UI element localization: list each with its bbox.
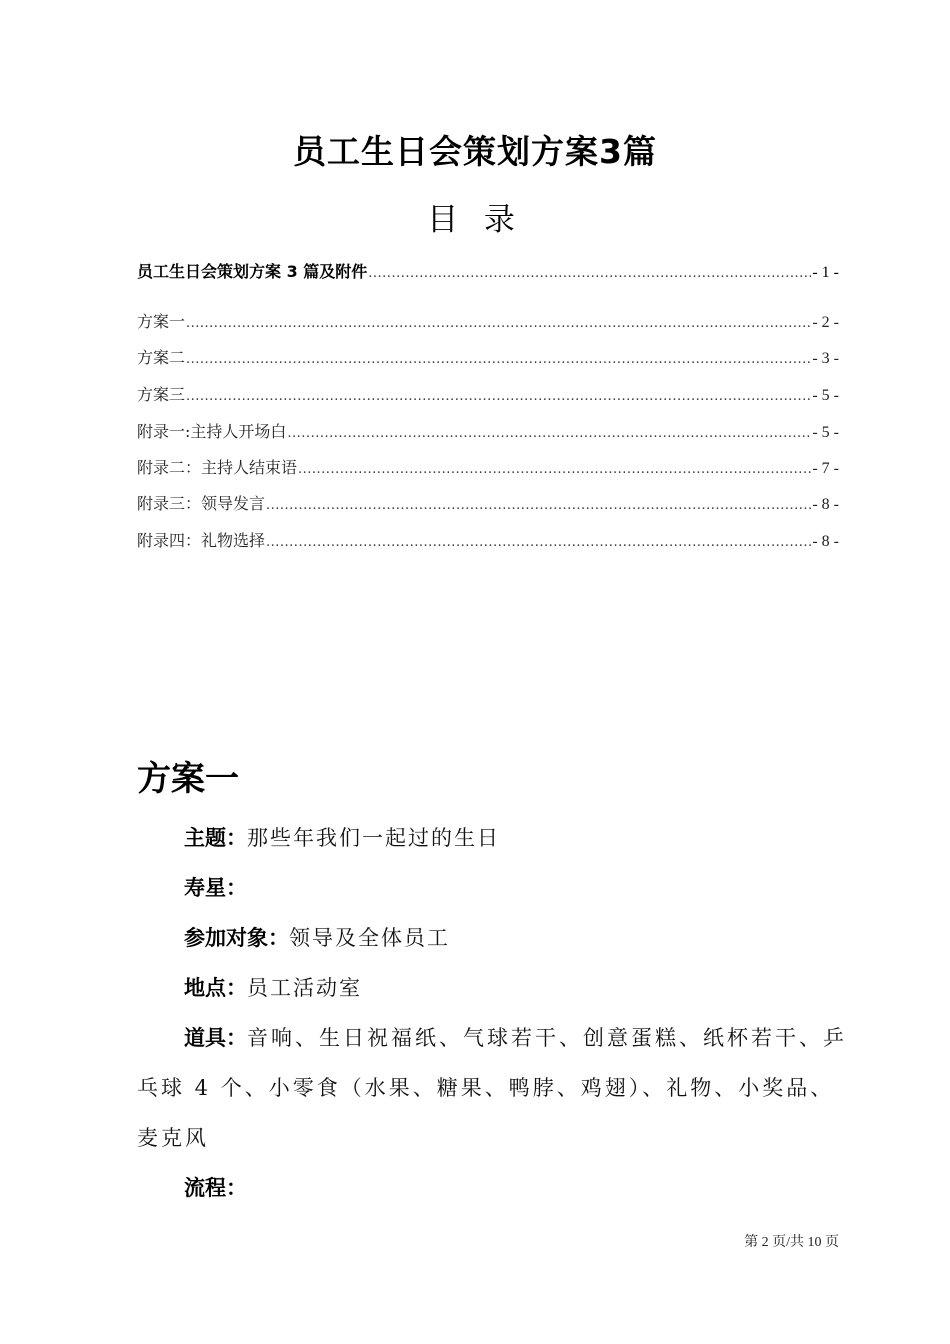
field-value: 那些年我们一起过的生日 [247,826,500,850]
toc-entry[interactable] [137,347,839,371]
toc-entry[interactable] [137,311,839,335]
toc-entry[interactable] [137,530,839,554]
field-key: 主题： [184,826,247,850]
toc-leader-dots [266,532,811,554]
toc-leader-dots [186,386,811,408]
toc-entry-page: - 5 - [812,387,839,404]
toc-entry-label: 方案三 [137,385,186,404]
toc-entry-page: - 7 - [812,460,839,477]
toc-leader-dots [298,459,811,481]
field-key: 地点： [184,976,247,1000]
toc-entry[interactable] [137,384,839,408]
toc-entry[interactable] [137,457,839,481]
toc-entry-page: - 3 - [812,350,839,367]
field-props [137,1013,857,1163]
field-value: 员工活动室 [247,976,362,1000]
toc-heading: 目 录 [427,202,523,238]
toc-entry-label: 员工生日会策划方案 3 篇及附件 [137,262,368,281]
field-value: 领导及全体员工 [289,926,450,950]
toc-entry-page: - 2 - [812,314,839,331]
field-key: 参加对象： [184,926,289,950]
toc-entry-label: 附录二：主持人结束语 [137,458,298,477]
toc-entry-page: - 8 - [812,496,839,513]
toc-entry-page: - 5 - [812,424,839,441]
field-key: 流程： [184,1176,247,1200]
toc-entry-page: - 1 - [812,264,839,281]
document-title: 员工生日会策划方案3篇 [293,132,657,171]
toc-entry[interactable] [137,493,839,517]
field-value: 音响、生日祝福纸、气球若干、创意蛋糕、纸杯若干、乒乓球 4 个、小零食（水果、糖果、鸭脖、鸡翅）、礼物、小奖品、麦克风 [137,1026,847,1150]
toc-leader-dots [368,263,811,285]
section-heading: 方案一 [137,761,239,798]
field-birthday-person [137,863,857,913]
toc-entry-label: 方案二 [137,348,186,367]
toc-leader-dots [287,423,811,445]
toc-entry[interactable] [137,261,839,285]
toc-entry-label: 附录一:主持人开场白 [137,422,287,441]
toc-entry-label: 附录三：领导发言 [137,494,266,513]
toc-entry-page: - 8 - [812,533,839,550]
toc-entry[interactable] [137,421,839,445]
field-theme [137,813,857,863]
field-process [137,1163,857,1213]
toc-leader-dots [186,349,811,371]
toc-leader-dots [186,313,811,335]
field-key: 道具： [184,1026,247,1050]
field-key: 寿星： [184,876,247,900]
toc-leader-dots [266,495,811,517]
toc-entry-label: 附录四：礼物选择 [137,531,266,550]
toc-entry-label: 方案一 [137,312,186,331]
field-location [137,963,857,1013]
field-participants [137,913,857,963]
page-footer: 第 2 页/共 10 页 [744,1235,839,1250]
